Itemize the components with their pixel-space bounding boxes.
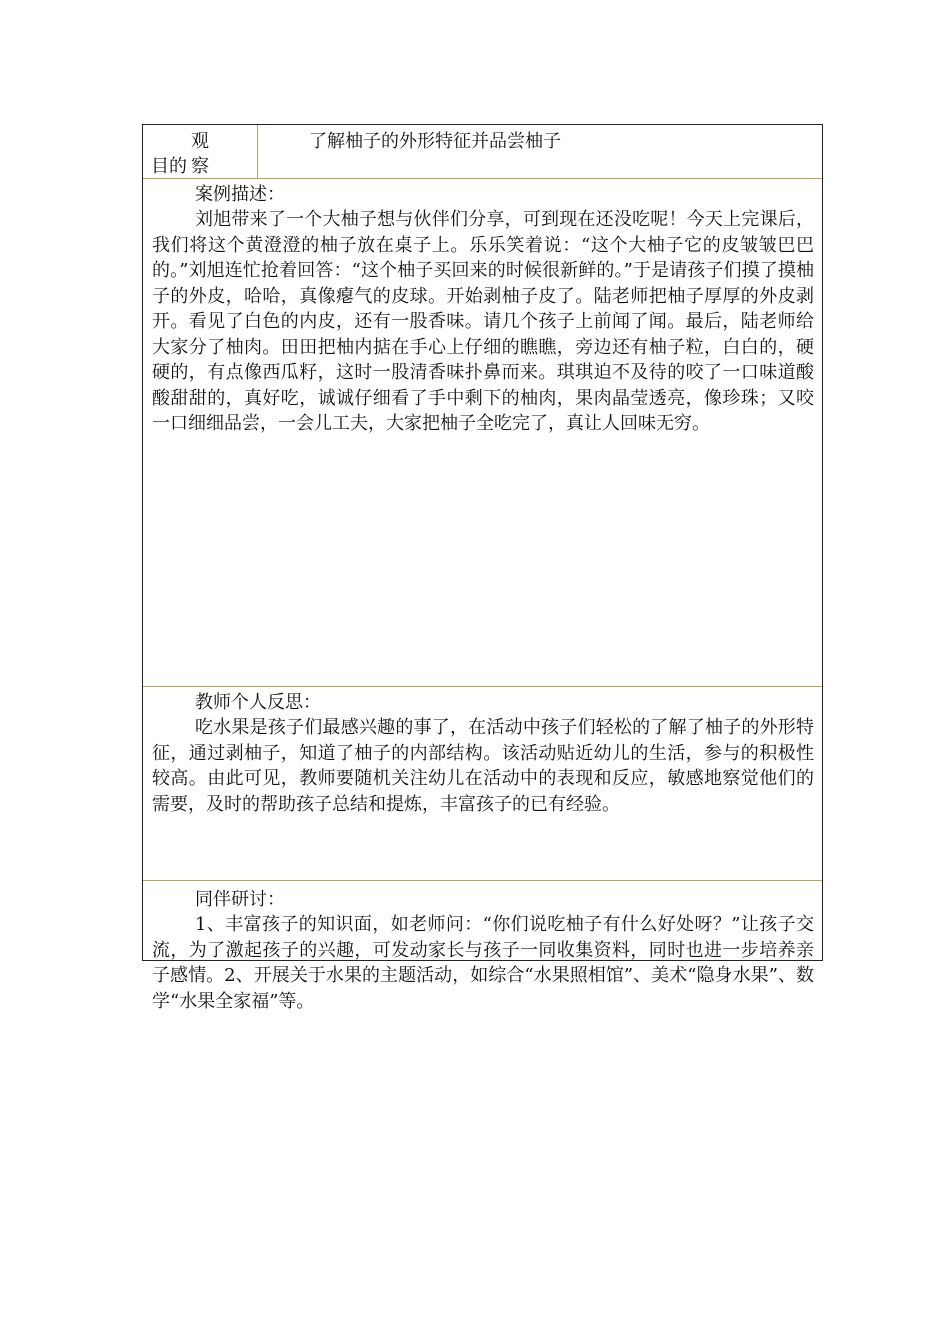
case-description-title: 案例描述：: [195, 184, 285, 205]
peer-discussion-title: 同伴研讨：: [195, 889, 285, 910]
peer-discussion-body: 1、丰富孩子的知识面，如老师问：“你们说吃柚子有什么好处呀？”让孩子交流，为了激起孩子的兴趣，可发动家长与孩子一同收集资料，同时也进一步培养亲子感情。2、开展关于水果的主题活动，如综合“水果照相馆”、美术“隐身水果”、数学“水果全家福”等。: [152, 914, 814, 1012]
teacher-reflection-body: 吃水果是孩子们最感兴趣的事了，在活动中孩子们轻松的了解了柚子的外形特征，通过剥柚子，知道了柚子的内部结构。该活动贴近幼儿的生活，参与的积极性较高。由此可见，教师要随机关注幼儿在活动中的表现和反应，敏感地察觉他们的需要，及时的帮助孩子总结和提炼，丰富孩子的已有经验。: [152, 717, 814, 815]
teacher-reflection-title: 教师个人反思：: [195, 692, 321, 713]
observation-purpose-value: 了解柚子的外形特征并品尝柚子: [309, 131, 561, 152]
teacher-reflection-section: [143, 687, 822, 881]
label-line-1: 观察: [191, 131, 229, 177]
observation-purpose-label: [143, 125, 258, 178]
observation-record-table: [142, 124, 823, 1012]
case-description-body: 刘旭带来了一个大柚子想与伙伴们分享，可到现在还没吃呢！今天上完课后，我们将这个黄澄澄的柚子放在桌子上。乐乐笑着说：“这个大柚子它的皮皱皱巴巴的。”刘旭连忙抢着回答：“这个柚子买回来的时候很新鲜的。”于是请孩子们摸了摸柚子的外皮，哈哈，真像瘪气的皮球。开始剥柚子皮了。陆老师把柚子厚厚的外皮剥开。看见了白色的内皮，还有一股香味。请几个孩子上前闻了闻。最后，陆老师给大家分了柚肉。田田把柚内掂在手心上仔细的瞧瞧，旁边还有柚子粒，白白的，硬硬的，有点像西瓜籽，这时一股清香味扑鼻而来。琪琪迫不及待的咬了一口味道酸酸甜甜的，真好吃，诚诚仔细看了手中剩下的柚肉，果肉晶莹透亮，像珍珠；又咬一口细细品尝，一会儿工夫，大家把柚子全吃完了，真让人回味无穷。: [152, 209, 814, 434]
observation-purpose-row: [143, 125, 822, 179]
label-line-2: 目的: [151, 156, 187, 177]
peer-discussion-section: [143, 881, 822, 1012]
case-description-section: [143, 179, 822, 687]
